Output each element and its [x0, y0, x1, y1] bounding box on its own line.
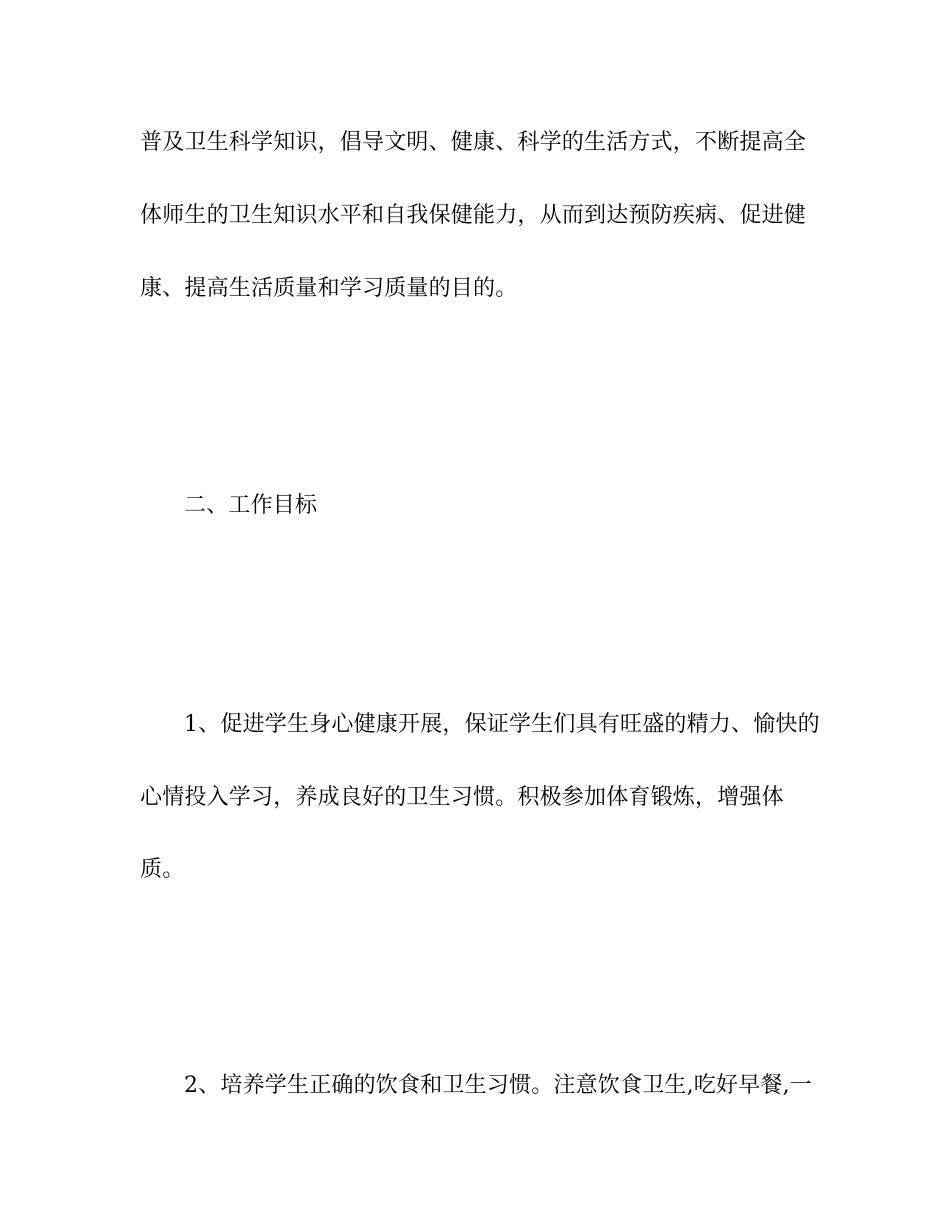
intro-line-2: 体师生的卫生知识水平和自我保健能力，从而到达预防疾病、促进健 — [140, 203, 807, 228]
item1-line-1: 1、促进学生身心健康开展，保证学生们具有旺盛的精力、愉快的 — [184, 712, 820, 737]
item1-line-2: 心情投入学习，养成良好的卫生习惯。积极参加体育锻炼，增强体 — [140, 785, 784, 810]
item2-line-1: 2、培养学生正确的饮食和卫生习惯。注意饮食卫生,吃好早餐,一 — [184, 1073, 812, 1098]
section-heading: 二、工作目标 — [184, 493, 318, 518]
intro-line-3: 康、提高生活质量和学习质量的目的。 — [140, 276, 518, 301]
intro-line-1: 普及卫生科学知识，倡导文明、健康、科学的生活方式，不断提高全 — [140, 130, 807, 155]
item1-line-3: 质。 — [140, 857, 185, 882]
